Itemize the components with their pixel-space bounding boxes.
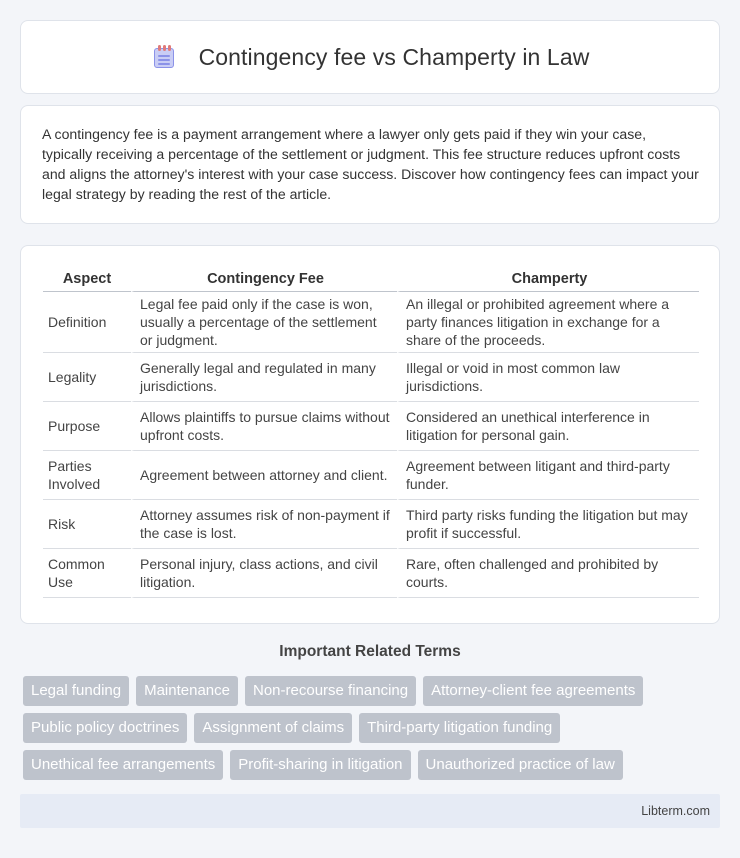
related-terms-list [23,676,723,787]
contingency-cell: Legal fee paid only if the case is won, usually a percentage of the settlement or judgment. [131,292,397,353]
contingency-cell: Agreement between attorney and client. [131,451,397,500]
comparison-table [43,266,699,598]
aspect-cell: Risk [43,500,131,549]
tag-attorney-client-fee-agreements[interactable]: Attorney-client fee agreements [423,676,643,706]
table-header-row [43,266,699,292]
tag-row [23,713,723,743]
table-row [43,451,699,500]
contingency-cell: Generally legal and regulated in many jurisdictions. [131,353,397,402]
header-contingency-fee: Contingency Fee [131,266,397,292]
champerty-cell: Rare, often challenged and prohibited by courts. [397,549,699,598]
table-row [43,549,699,598]
tag-profit-sharing-in-litigation[interactable]: Profit-sharing in litigation [230,750,410,780]
footer-site-link[interactable]: Libterm.com [641,804,710,818]
aspect-cell: Definition [43,292,131,353]
tag-unauthorized-practice-of-law[interactable]: Unauthorized practice of law [418,750,623,780]
aspect-cell: Legality [43,353,131,402]
tag-unethical-fee-arrangements[interactable]: Unethical fee arrangements [23,750,223,780]
tag-assignment-of-claims[interactable]: Assignment of claims [194,713,352,743]
champerty-cell: Illegal or void in most common law jurisdictions. [397,353,699,402]
champerty-cell: Third party risks funding the litigation but may profit if successful. [397,500,699,549]
comparison-card [20,245,720,624]
tag-legal-funding[interactable]: Legal funding [23,676,129,706]
champerty-cell: Agreement between litigant and third-party funder. [397,451,699,500]
table-row [43,292,699,353]
table-row [43,353,699,402]
contingency-cell: Personal injury, class actions, and civil litigation. [131,549,397,598]
related-terms-title: Important Related Terms [279,643,461,660]
table-row [43,500,699,549]
header-champerty: Champerty [397,266,699,292]
aspect-cell: Purpose [43,402,131,451]
tag-row [23,750,723,780]
page-title: Contingency fee vs Champerty in Law [198,43,590,70]
champerty-cell: Considered an unethical interference in litigation for personal gain. [397,402,699,451]
header-aspect: Aspect [43,266,131,292]
notepad-icon [151,44,177,70]
champerty-cell: An illegal or prohibited agreement where a party finances litigation in exchange for a share of the proceeds. [397,292,699,353]
contingency-cell: Allows plaintiffs to pursue claims without upfront costs. [131,402,397,451]
table-row [43,402,699,451]
contingency-cell: Attorney assumes risk of non-payment if the case is lost. [131,500,397,549]
tag-third-party-litigation-funding[interactable]: Third-party litigation funding [359,713,560,743]
tag-non-recourse-financing[interactable]: Non-recourse financing [245,676,416,706]
tag-row [23,676,723,706]
intro-paragraph: A contingency fee is a payment arrangement where a lawyer only gets paid if they win your case, typically receiving a percentage of the settlement or judgment. This fee structure reduces upfront costs and aligns the attorney's interest with your case success. Discover how contingency fees can impact your legal strategy by reading the rest of the article. [42,126,699,202]
tag-public-policy-doctrines[interactable]: Public policy doctrines [23,713,187,743]
aspect-cell: Parties Involved [43,451,131,500]
aspect-cell: Common Use [43,549,131,598]
tag-maintenance[interactable]: Maintenance [136,676,238,706]
intro-card [20,105,720,224]
header-card [20,20,720,94]
footer [20,794,720,828]
